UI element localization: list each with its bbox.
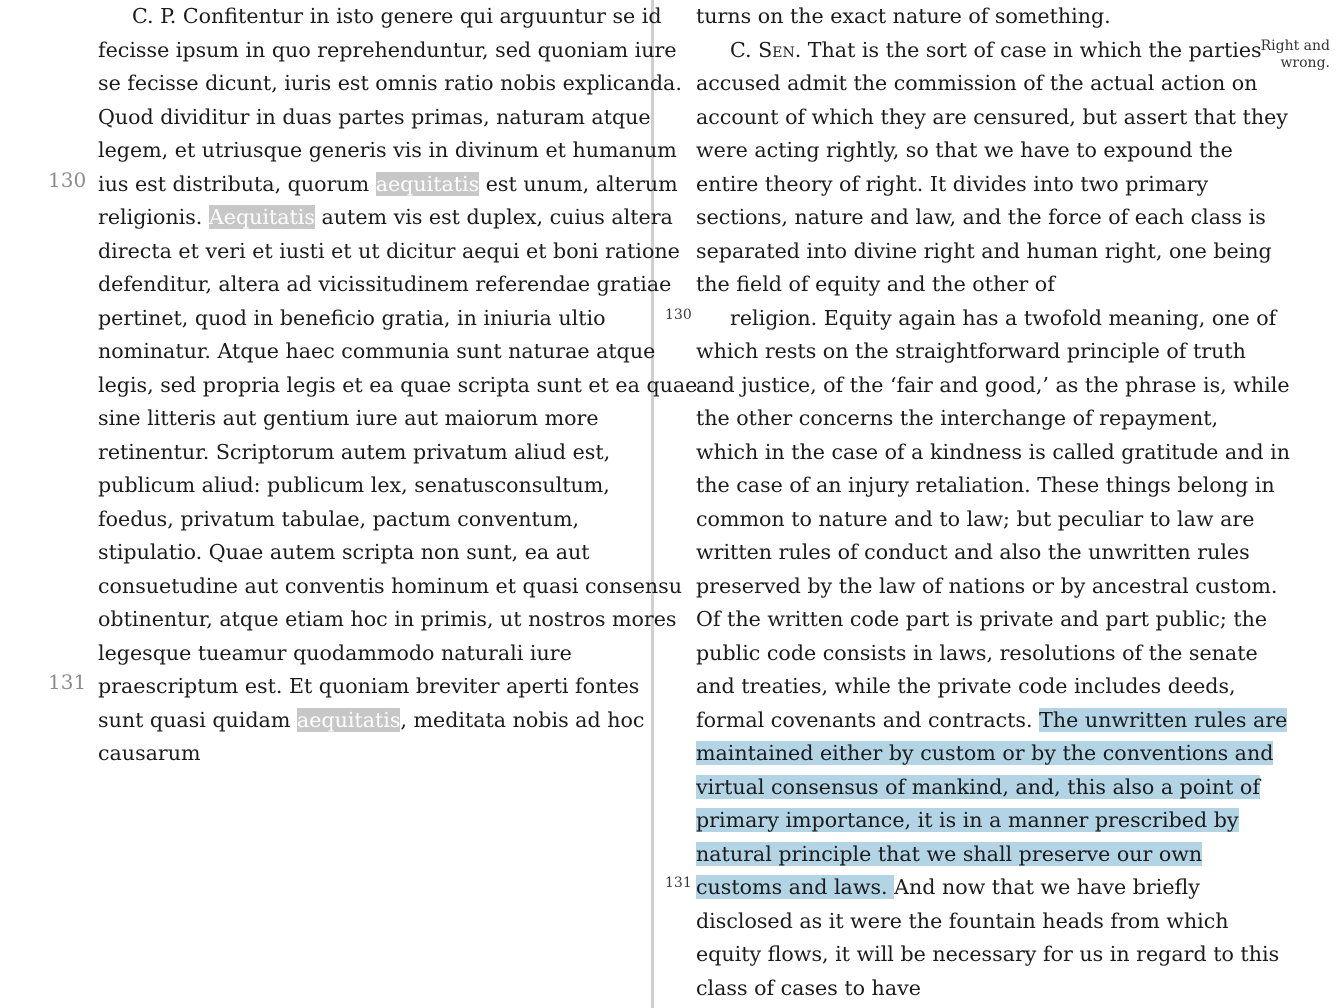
english-text-line [696,201,1266,235]
latin-text-line [98,704,644,738]
text-run: C. P. Confitentur in isto genere qui arguuntur se id [132,4,662,28]
latin-text-line [98,168,678,202]
latin-text-line [98,201,673,235]
text-run: est unum, alterum [479,171,678,196]
latin-text-line [98,335,655,369]
text-run: consuetudine aut conventis hominum et quasi consensu [98,573,682,598]
text-run: obtinentur, atque etiam hoc in primis, ut nostros mores [98,607,677,631]
text-run: were acting rightly, so that we have to expound the [696,138,1233,162]
english-text-line [696,603,1267,637]
selected-text: customs and laws. [696,875,895,899]
text-run: sections, nature and law, and the force of each class is [696,205,1266,229]
english-text-line [696,938,1279,972]
english-line-number-130: 130 [665,307,692,323]
selected-text: The unwritten rules are [1039,707,1288,732]
text-run: preserved by the law of nations or by ancestral custom. [696,573,1278,598]
latin-text-line [98,134,677,168]
english-text-line [696,67,1257,101]
text-run: praescriptum est. Et quoniam breviter aperti fontes [98,674,640,698]
english-text-line [696,134,1233,168]
selected-text: virtual consensus of mankind, and, this also a point of [696,774,1260,799]
latin-text-line [98,369,697,403]
latin-text-line [98,101,651,135]
selected-text: primary importance, it is in a manner prescribed by [696,808,1239,832]
latin-text-line [98,402,599,436]
text-run: class of cases to have [696,975,921,1000]
text-run: legem, et utriusque generis vis in divinum et humanum [98,138,677,162]
text-run: sunt quasi quidam [98,707,297,732]
english-text-line [696,436,1290,470]
english-text-line [696,804,1239,838]
text-run: written rules of conduct and also the unwritten rules [696,540,1250,564]
selected-text: natural principle that we shall preserve our own [696,841,1203,866]
latin-text-line [98,0,662,34]
text-run: autem vis est duplex, cuius altera [314,205,673,229]
text-run: common to nature and to law; but peculiar to law are [696,506,1255,531]
text-run: religion. Equity again has a twofold meaning, one of [730,305,1277,330]
text-run: defenditur, altera ad vicissitudinem referendae gratiae [98,272,672,296]
text-run: causarum [98,741,201,765]
text-run: . That is the sort of case in which the parties [794,37,1262,62]
text-run: religionis. [98,205,209,229]
text-run: the field of equity and the other of [696,272,1055,296]
text-run: sine litteris aut gentium iure aut maiorum more [98,406,599,430]
english-text-line [696,670,1236,704]
english-text-line [696,469,1275,503]
text-run: directa et veri et iusti et ut dicitur aequi et boni ratione [98,238,680,263]
latin-line-number-130: 130 [48,168,87,192]
text-run: accused admit the commission of the actual action on [696,71,1258,95]
english-text-line [696,402,1218,436]
text-run: fecisse ipsum in quo reprehenduntur, sed quoniam iure [98,37,677,62]
text-run: public code consists in laws, resolutions of the senate [696,640,1258,665]
latin-text-line [98,570,682,604]
english-text-line [696,871,1200,905]
latin-line-number-131: 131 [48,670,87,694]
english-text-line [696,268,1055,302]
text-run: pertinet, quod in beneficio gratia, in iniuria ultio [98,305,606,330]
latin-text-line [98,536,590,570]
text-run: C. [730,37,759,62]
latin-text-line [98,34,677,68]
text-run: formal covenants and contracts. [696,707,1040,732]
english-text-line [696,737,1273,771]
text-run: ius est distributa, quorum [98,171,376,196]
english-text-line [696,905,1229,939]
english-text-line [696,34,1262,68]
text-run: the other concerns the interchange of repayment, [696,406,1219,430]
latin-text-line [98,670,639,704]
english-text-line [696,235,1272,269]
latin-text-line [98,268,671,302]
english-text-line [696,637,1258,671]
english-text-line [696,704,1287,738]
text-run: Quod dividitur in duas partes primas, naturam atque [98,104,651,129]
text-run: And now that we have briefly [894,875,1200,899]
search-highlight: aequitatis [375,171,480,196]
english-line-number-131: 131 [665,875,692,891]
latin-text-line [98,302,605,336]
text-run: separated into divine right and human right, one being [696,238,1272,263]
text-run: disclosed as it were the fountain heads from which [696,908,1229,933]
latin-text-line [98,469,610,503]
text-run: turns on the exact nature of something. [696,4,1111,28]
text-run: equity flows, it will be necessary for us in regard to this [696,942,1280,966]
english-text-line [696,101,1288,135]
english-text-line [696,536,1250,570]
text-run: foedus, privatum tabulae, pactum conventum, [98,506,580,531]
latin-text-line [98,235,680,269]
english-text-line [696,972,921,1006]
latin-text-line [98,503,579,537]
text-run: nominatur. Atque haec communia sunt naturae atque [98,339,656,363]
text-run: the case of an injury retaliation. These things belong in [696,473,1275,497]
text-run: se fecisse dicunt, iuris est omnis ratio nobis explicanda. [98,71,682,95]
text-run: publicum aliud: publicum lex, senatusconsultum, [98,473,610,497]
search-highlight: Aequitatis [208,205,315,229]
english-text-line [696,0,1111,34]
search-highlight: aequitatis [296,707,401,732]
latin-text-line [98,637,572,671]
text-run: which rests on the straightforward principle of truth [696,339,1246,363]
english-text-line [696,168,1208,202]
text-run: account of which they are censured, but assert that they [696,104,1288,129]
text-run: which in the case of a kindness is called gratitude and in [696,439,1290,464]
latin-text-line [98,603,677,637]
english-text-line [696,503,1254,537]
english-text-line [696,771,1260,805]
text-run: legis, sed propria legis et ea quae scripta sunt et ea quae [98,372,698,397]
text-run: retinentur. Scriptorum autem privatum aliud est, [98,439,611,464]
english-text-line [696,302,1276,336]
english-text-line [696,369,1290,403]
latin-text-line [98,737,201,771]
text-run: entire theory of right. It divides into two primary [696,171,1209,196]
text-run: , meditata nobis ad hoc [400,707,645,732]
text-run: stipulatio. Quae autem scripta non sunt, ea aut [98,540,590,564]
speaker-name: Sen [758,37,795,62]
text-run: and treaties, while the private code includes deeds, [696,674,1236,698]
selected-text: maintained either by custom or by the conventions and [696,741,1274,765]
text-run: legesque tueamur quodammodo naturali iure [98,640,572,665]
english-text-line [696,335,1246,369]
english-text-line [696,838,1202,872]
latin-text-line [98,436,610,470]
latin-text-line [98,67,682,101]
margin-note: Right and wrong. [1260,38,1330,71]
text-run: and justice, of the ‘fair and good,’ as the phrase is, while [696,372,1290,397]
english-text-line [696,570,1277,604]
text-run: Of the written code part is private and part public; the [696,607,1268,631]
